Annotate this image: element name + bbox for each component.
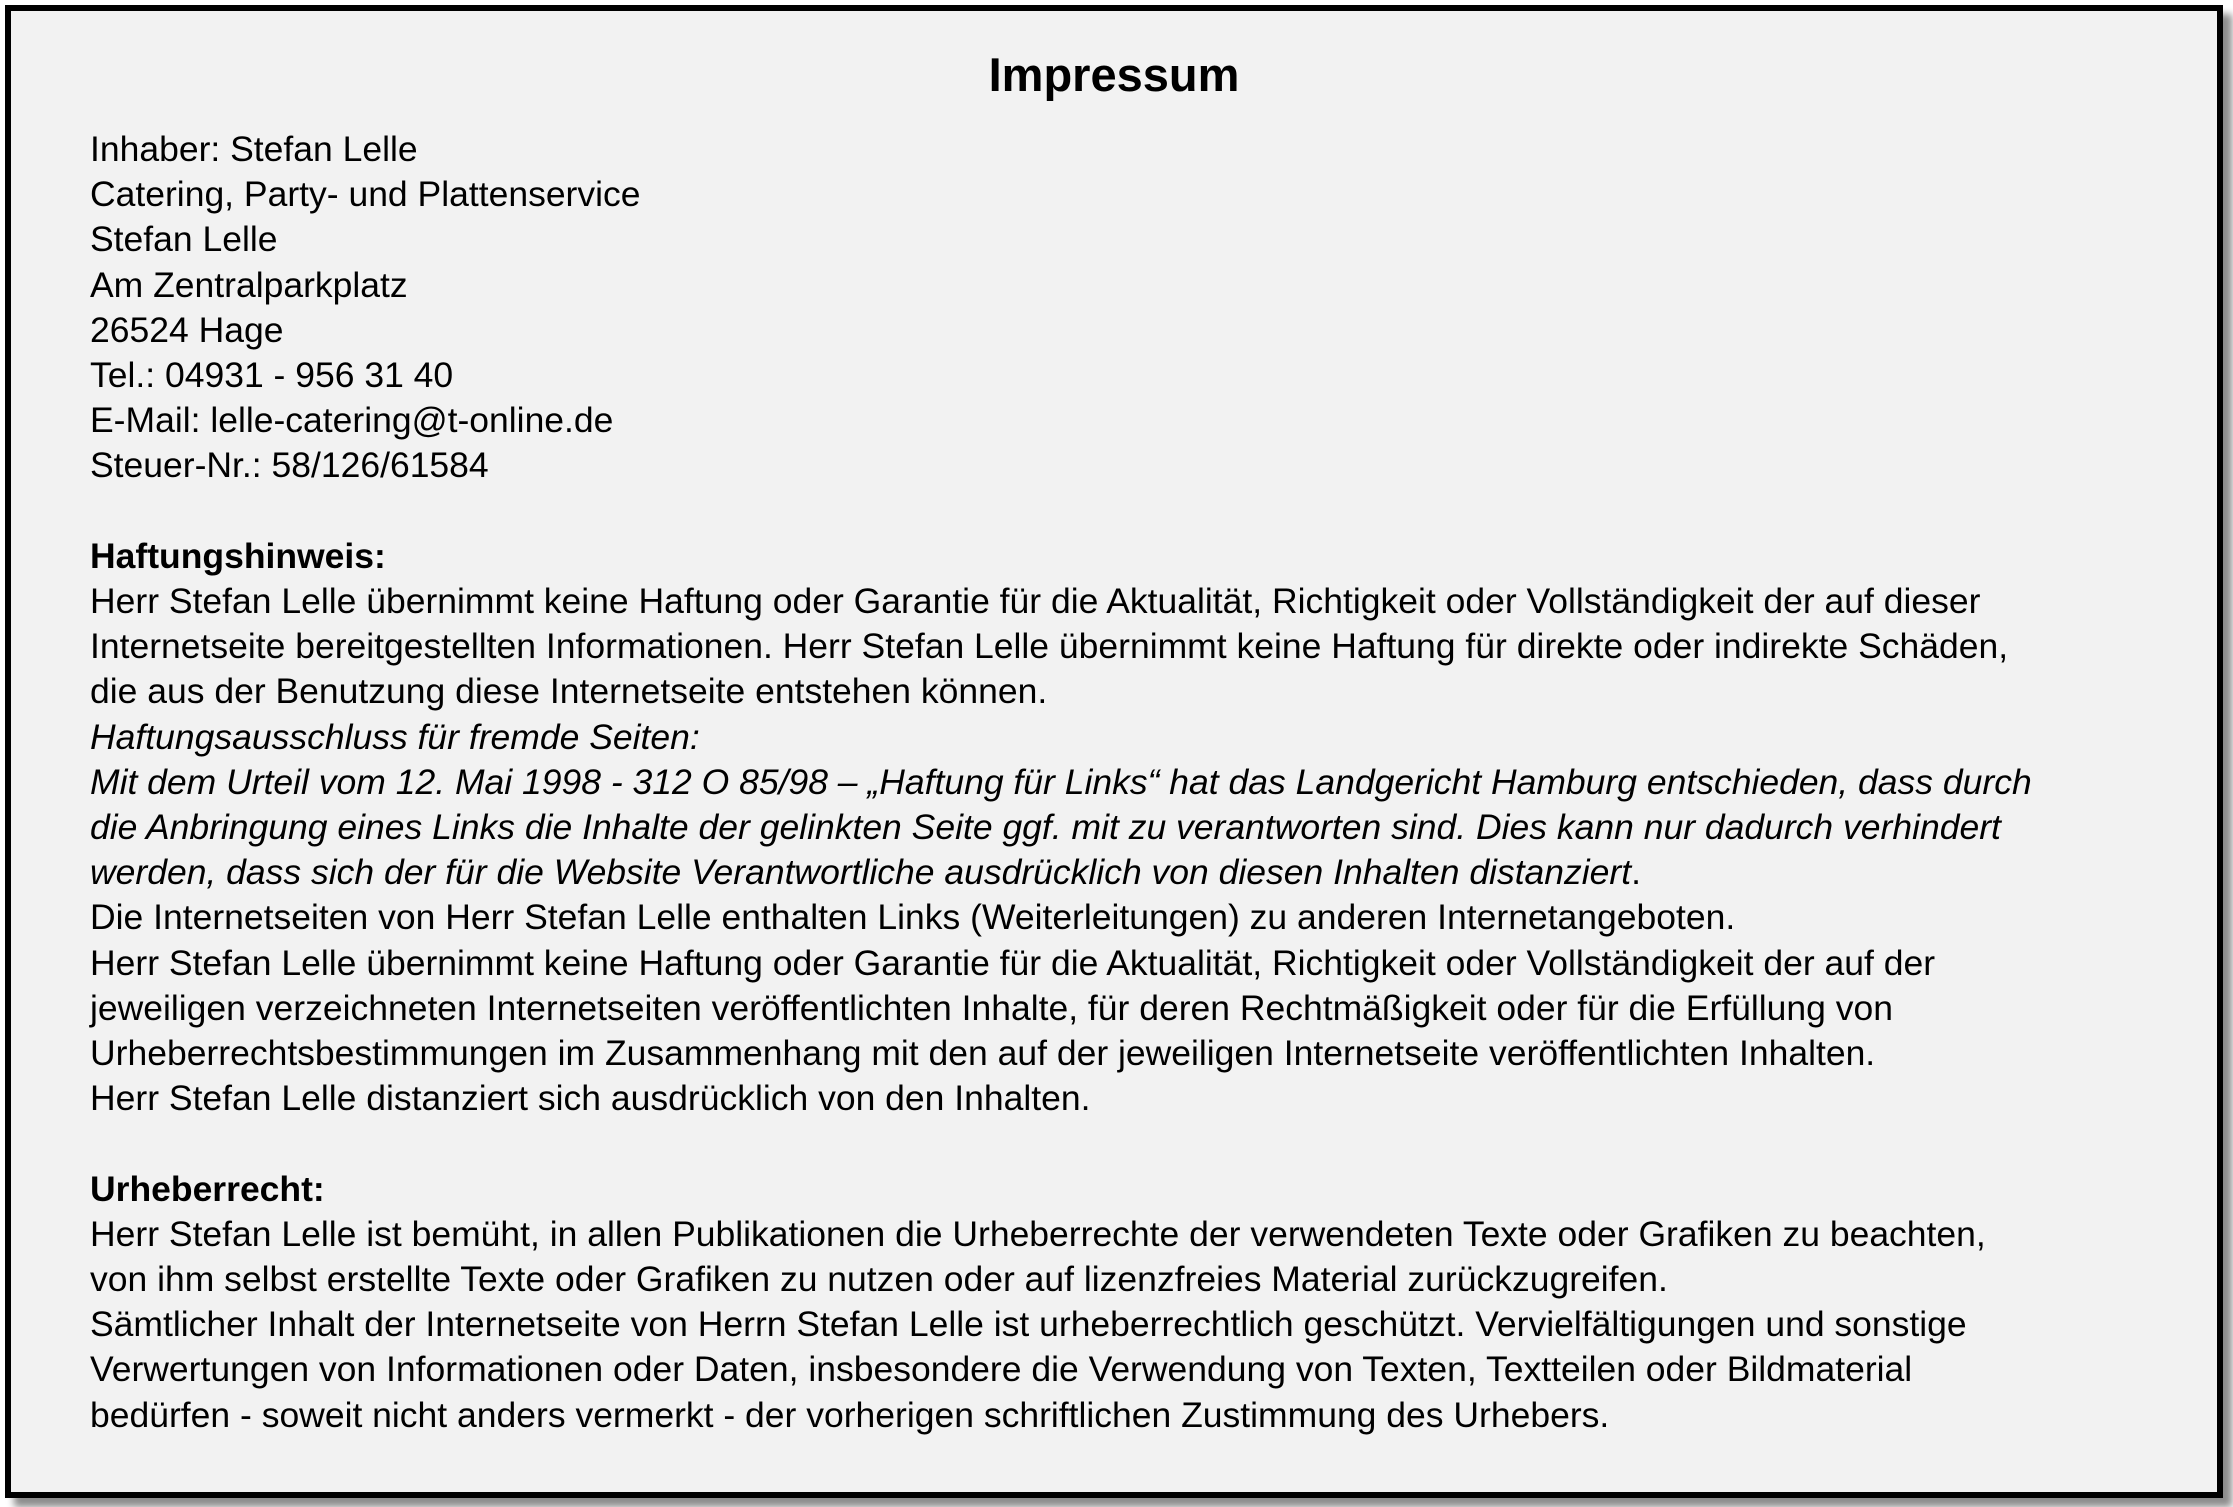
haftung-text-line: Internetseite bereitgestellten Informationen. Herr Stefan Lelle übernimmt keine Haftung für direkte oder indirekte Schäden,	[90, 626, 2009, 667]
urheberrecht-text-line: von ihm selbst erstellte Texte oder Grafiken zu nutzen oder auf lizenzfreies Material zurückzugreifen.	[90, 1259, 1668, 1300]
blank-line	[90, 1121, 2200, 1166]
haftung-heading: Haftungshinweis:	[90, 535, 386, 576]
address-line: Inhaber: Stefan Lelle	[90, 129, 418, 169]
urteil-period: .	[1631, 852, 1641, 893]
urteil-text-line: werden, dass sich der für die Website Verantwortliche ausdrücklich von diesen Inhalten distanziert	[90, 852, 1632, 893]
links-text-line: Die Internetseiten von Herr Stefan Lelle enthalten Links (Weiterleitungen) zu anderen Internetangeboten.	[90, 897, 1736, 938]
urheberrecht-heading: Urheberrecht:	[90, 1168, 325, 1209]
address-line: Tel.: 04931 - 956 31 40	[90, 355, 454, 396]
haftung-text-line: die aus der Benutzung diese Internetseite entstehen können.	[90, 671, 1048, 712]
page-title: Impressum	[988, 48, 1240, 101]
address-line: Steuer-Nr.: 58/126/61584	[90, 445, 489, 486]
links-text-line: Urheberrechtsbestimmungen im Zusammenhang mit den auf der jeweiligen Internetseite veröffentlichten Inhalten.	[90, 1033, 1876, 1074]
address-line: Am Zentralparkplatz	[90, 264, 408, 305]
urheberrecht-section	[90, 1167, 2200, 1438]
urheberrecht-text-line: Herr Stefan Lelle ist bemüht, in allen Publikationen die Urheberrechte der verwendeten Texte oder Grafiken zu beachten,	[90, 1213, 1986, 1254]
links-text-line: jeweiligen verzeichneten Internetseiten veröffentlichten Inhalte, für deren Rechtmäßigkeit oder für die Erfüllung von	[90, 987, 1893, 1028]
urheberrecht-text-line: Verwertungen von Informationen oder Daten, insbesondere die Verwendung von Texten, Textteilen oder Bildmaterial	[90, 1349, 1913, 1390]
links-text-line: Herr Stefan Lelle distanziert sich ausdrücklich von den Inhalten.	[90, 1078, 1091, 1119]
address-block	[90, 127, 2200, 489]
blank-line	[90, 489, 2200, 534]
impressum-panel	[5, 5, 2223, 1498]
urteil-last-line	[90, 850, 2200, 895]
haftungsausschluss-subheading: Haftungsausschluss für fremde Seiten:	[90, 716, 700, 757]
impressum-content	[90, 127, 2200, 1438]
address-line: E-Mail: lelle-catering@t-online.de	[90, 400, 614, 441]
haftung-text-line: Herr Stefan Lelle übernimmt keine Haftung oder Garantie für die Aktualität, Richtigkeit oder Vollständigkeit der auf dieser	[90, 581, 1981, 622]
urteil-text-line: die Anbringung eines Links die Inhalte der gelinkten Seite ggf. mit zu verantworten sind. Dies kann nur dadurch verhindert	[90, 807, 2001, 848]
address-line: Catering, Party- und Plattenservice	[90, 174, 641, 215]
address-line: Stefan Lelle	[90, 219, 278, 260]
links-text-line: Herr Stefan Lelle übernimmt keine Haftung oder Garantie für die Aktualität, Richtigkeit oder Vollständigkeit der auf der	[90, 942, 1936, 983]
urheberrecht-text-line: Sämtlicher Inhalt der Internetseite von Herrn Stefan Lelle ist urheberrechtlich geschützt. Vervielfältigungen und sonstige	[90, 1304, 1967, 1345]
urteil-text-line: Mit dem Urteil vom 12. Mai 1998 - 312 O 85/98 – „Haftung für Links“ hat das Landgericht Hamburg entschieden, dass durch	[90, 761, 2032, 802]
address-line: 26524 Hage	[90, 309, 284, 350]
haftung-section	[90, 534, 2200, 1122]
urheberrecht-text-line: bedürfen - soweit nicht anders vermerkt - der vorherigen schriftlichen Zustimmung des Urhebers.	[90, 1394, 1610, 1435]
